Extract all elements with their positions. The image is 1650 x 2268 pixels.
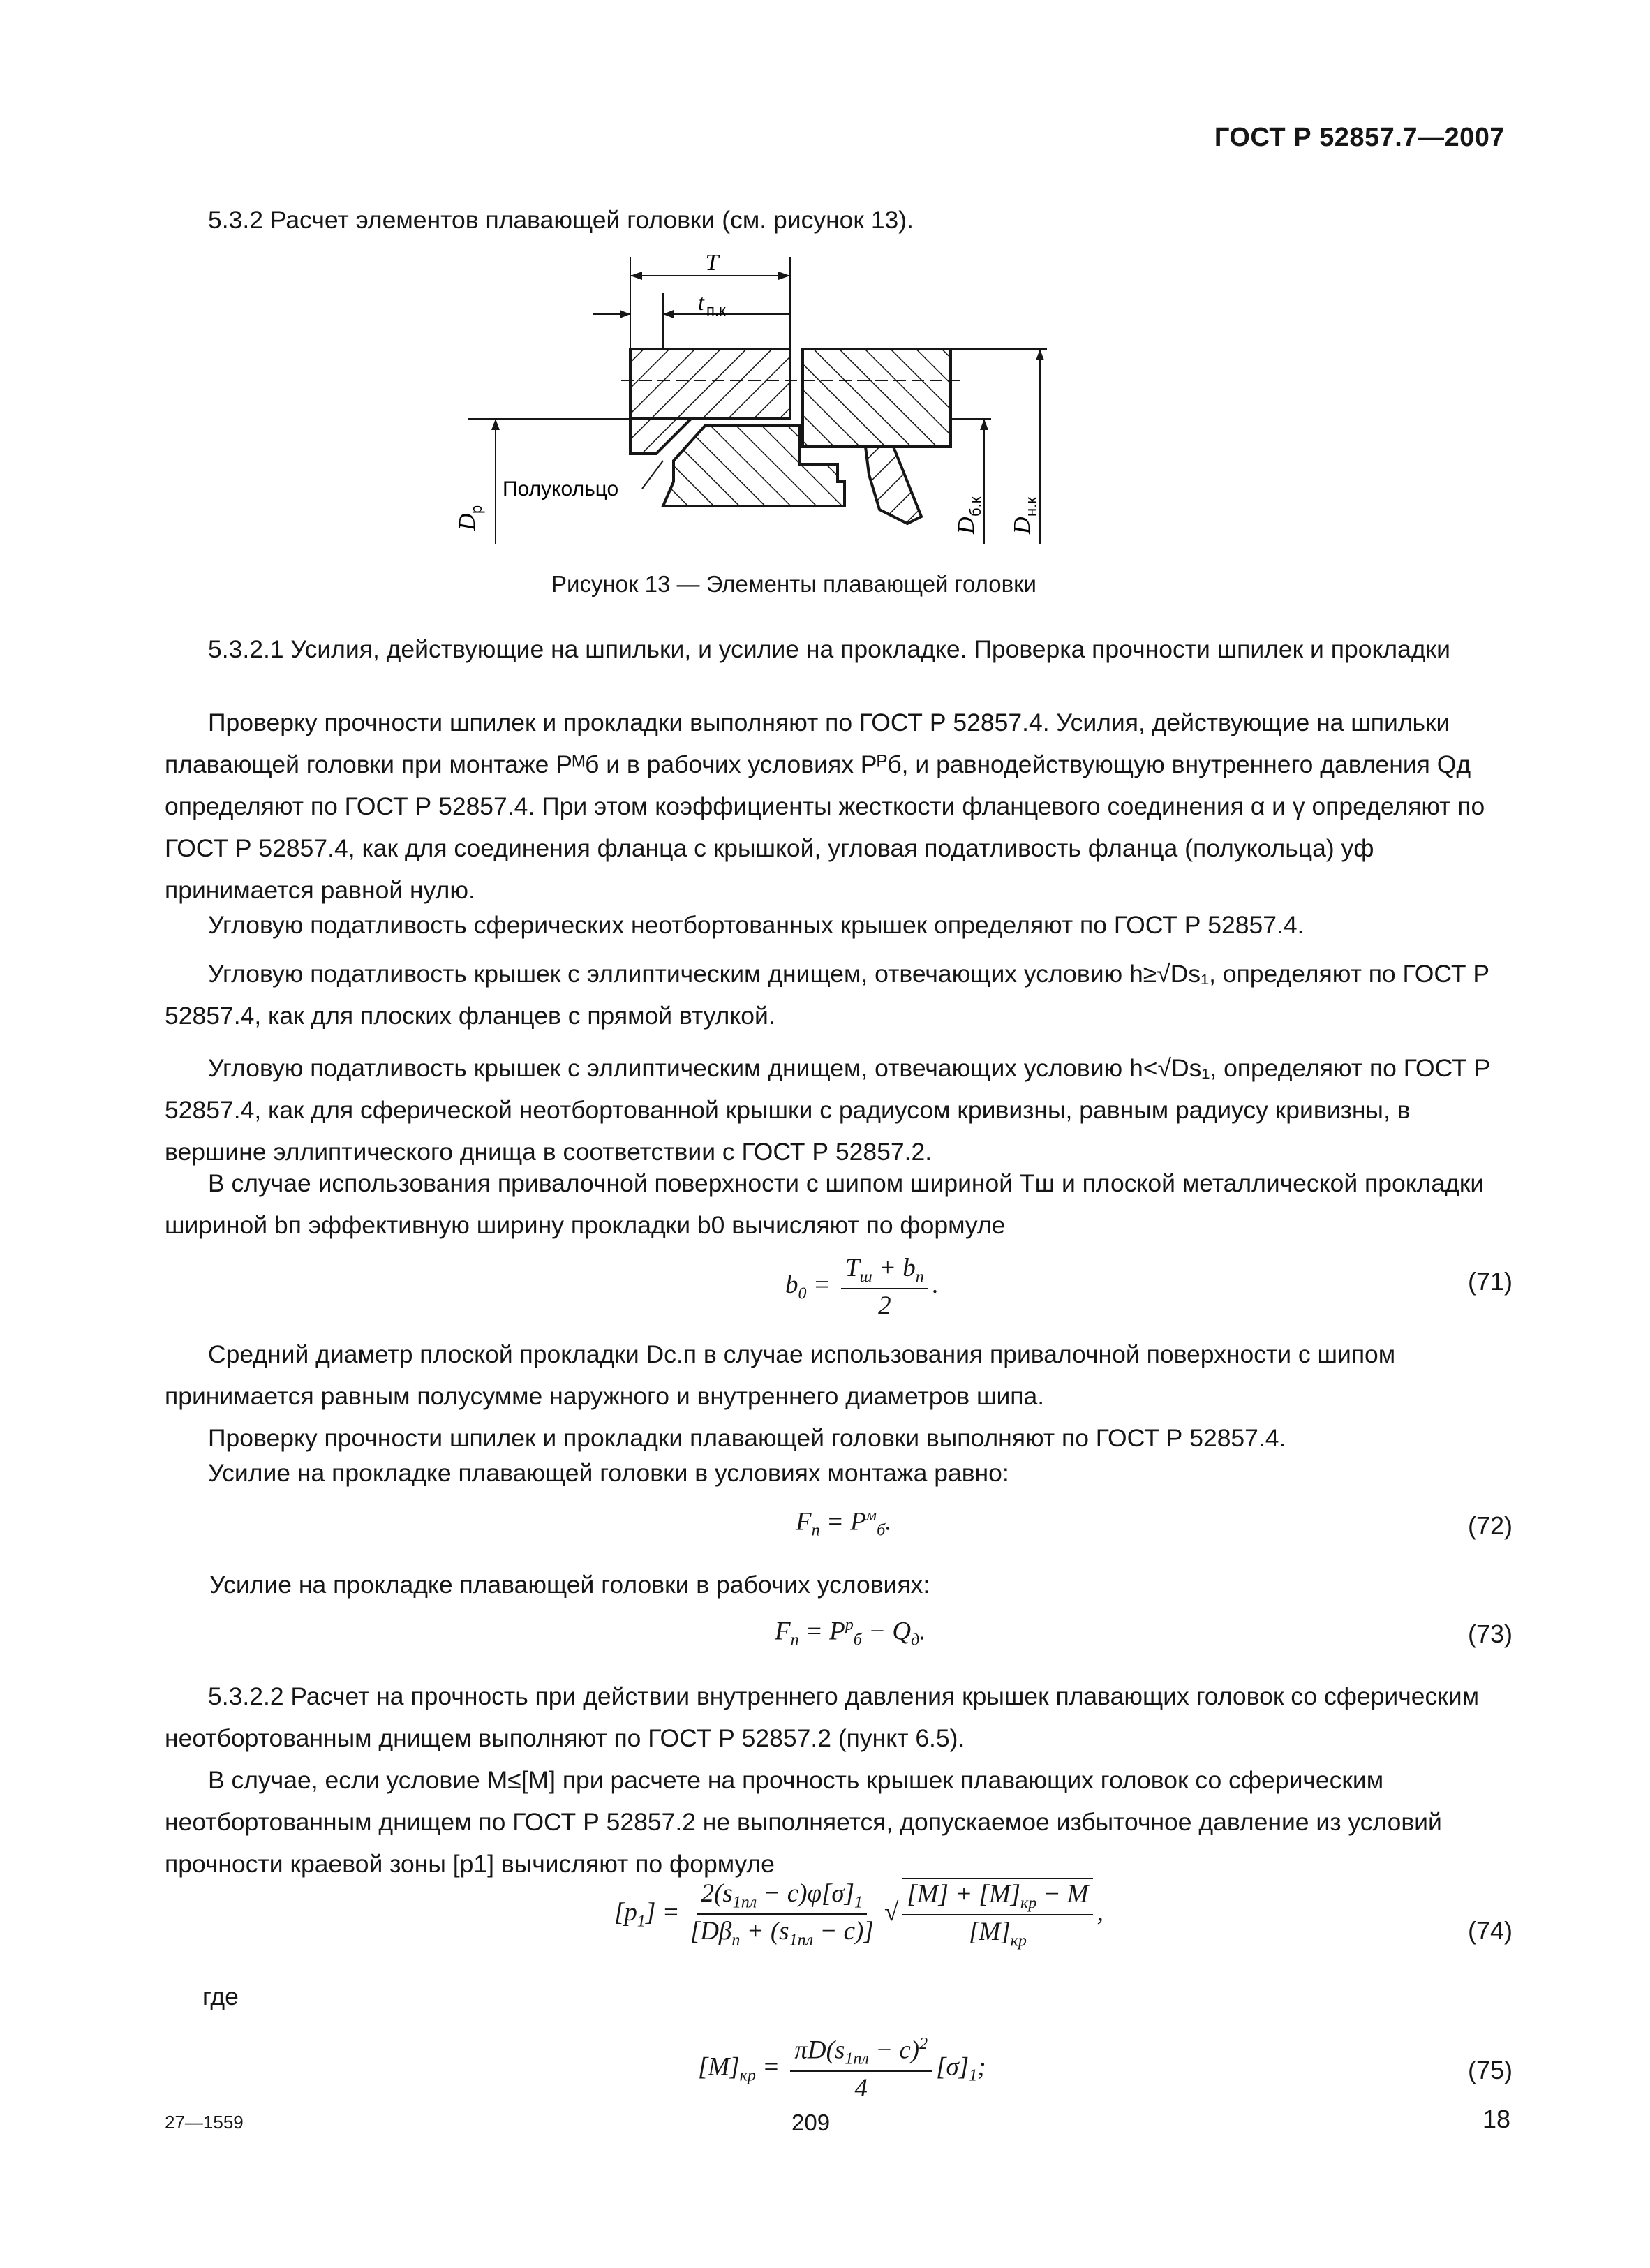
para-stud-check: Проверку прочности шпилек и прокладки выполняют по ГОСТ Р 52857.4. Усилия, действующие на шпильки плавающей головки при монтаже Pᴹб и в рабочих условиях Pᴾб, и равнодействующую внутреннего давления Qд определяют по ГОСТ Р 52857.4. При этом коэффициенты жесткости фланцевого соединения α и γ определяют по ГОСТ Р 52857.4, как для соединения фланца с крышкой, угловая податливость фланца (полукольца) yф принимается равной нулю.	[165, 709, 1485, 904]
dim-tpk-sub: п.к	[706, 302, 726, 319]
eq-number-75: (75)	[1467, 2056, 1512, 2084]
formula-75: $[M]_{кр}$ = $\frac{\pi D(s_{1пл} - c)^2}{4}$ $[\sigma]_1$;	[698, 2035, 986, 2103]
figure-caption: Рисунок 13 — Элементы плавающей головки	[551, 571, 1036, 597]
eq-number-73: (73)	[1467, 1620, 1512, 1648]
para-spherical-compliance: Угловую податливость сферических неотбортованных крышек определяют по ГОСТ Р 52857.4.	[208, 911, 1305, 939]
para-assembly-force: Усилие на прокладке плавающей головки в условиях монтажа равно:	[208, 1459, 1009, 1487]
dim-Dp-sub: р	[468, 505, 485, 514]
formula-73: $F_п = P^р_б - Q_д$.	[775, 1616, 926, 1650]
dim-tpk-label: t	[698, 290, 704, 315]
dim-Dnk-sub: н.к	[1023, 497, 1040, 517]
formula-72: $F_п = P^м_б$.	[796, 1506, 892, 1540]
dim-Dnk-label: D	[1009, 517, 1035, 534]
eq-number-74: (74)	[1467, 1916, 1512, 1945]
footer-page-number: 18	[1482, 2105, 1510, 2133]
para-elliptic-lt: Угловую податливость крышек с эллиптическим днищем, отвечающих условию h<√Ds₁, определяют по ГОСТ Р 52857.4, как для сферической неотбортованной крышки с радиусом кривизны, равным радиусу кривизны, в вершине эллиптического днища в соответствии с ГОСТ Р 52857.2.	[165, 1054, 1491, 1166]
figure-13-floating-head	[433, 251, 1270, 572]
para-mean-diameter: Средний диаметр плоской прокладки Dс.п в случае использования привалочной поверхности с шипом принимается равным полусумме наружного и внутреннего диаметров шипа.	[165, 1340, 1396, 1410]
para-effective-width: В случае использования привалочной поверхности с шипом шириной Tш и плоской металлической прокладки шириной bп эффективную ширину прокладки b0 вычисляют по формуле	[165, 1169, 1485, 1239]
para-floating-check: Проверку прочности шпилек и прокладки плавающей головки выполняют по ГОСТ Р 52857.4.	[208, 1424, 1286, 1452]
dim-Dbk-label: D	[953, 517, 979, 534]
para-elliptic-ge: Угловую податливость крышек с эллиптическим днищем, отвечающих условию h≥√Ds₁, определяют по ГОСТ Р 52857.4, как для плоских фланцев с прямой втулкой.	[165, 960, 1490, 1030]
dim-T-label: T	[705, 251, 719, 276]
halfring-text: Полукольцо	[503, 477, 619, 501]
para-5-3-2-2: 5.3.2.2 Расчет на прочность при действии внутреннего давления крышек плавающих головок со сферическим неотбортованным днищем выполняют по ГОСТ Р 52857.2 (пункт 6.5).	[165, 1682, 1480, 1752]
para-5-3-2-1: 5.3.2.1 Усилия, действующие на шпильки, и усилие на прокладке. Проверка прочности шпилек и прокладки	[208, 635, 1450, 663]
dim-Dbk-sub: б.к	[967, 496, 984, 517]
formula-74: $[p_1]$ = $\frac{2(s_{1пл} - c)\varphi[\sigma]_1}{[D\beta_п + (s_{1пл} - c)]}$ √ $\frac{[M] + [M]_{кр} - M}{[M]_{кр}}$ ,	[614, 1879, 1103, 1950]
eq-number-71: (71)	[1467, 1267, 1512, 1296]
document-id: ГОСТ Р 52857.7—2007	[1214, 123, 1505, 152]
dim-Dp-label: D	[454, 513, 480, 531]
para-edge-zone: В случае, если условие M≤[M] при расчете на прочность крышек плавающих головок со сферическим неотбортованным днищем по ГОСТ Р 52857.2 не выполняется, допускаемое избыточное давление из условий прочности краевой зоны [p1] вычисляют по формуле	[165, 1766, 1442, 1878]
eq-number-72: (72)	[1467, 1511, 1512, 1540]
footer-sheet-code: 27—1559	[165, 2112, 244, 2133]
where-label: где	[202, 1982, 239, 2010]
footer-page-center: 209	[791, 2110, 831, 2135]
formula-71: $b_0$ = $\frac{T_ш + b_п}{2}$ .	[785, 1254, 939, 1321]
para-working-force: Усилие на прокладке плавающей головки в рабочих условиях:	[209, 1571, 930, 1599]
section-5-3-2: 5.3.2 Расчет элементов плавающей головки (см. рисунок 13).	[208, 206, 914, 234]
